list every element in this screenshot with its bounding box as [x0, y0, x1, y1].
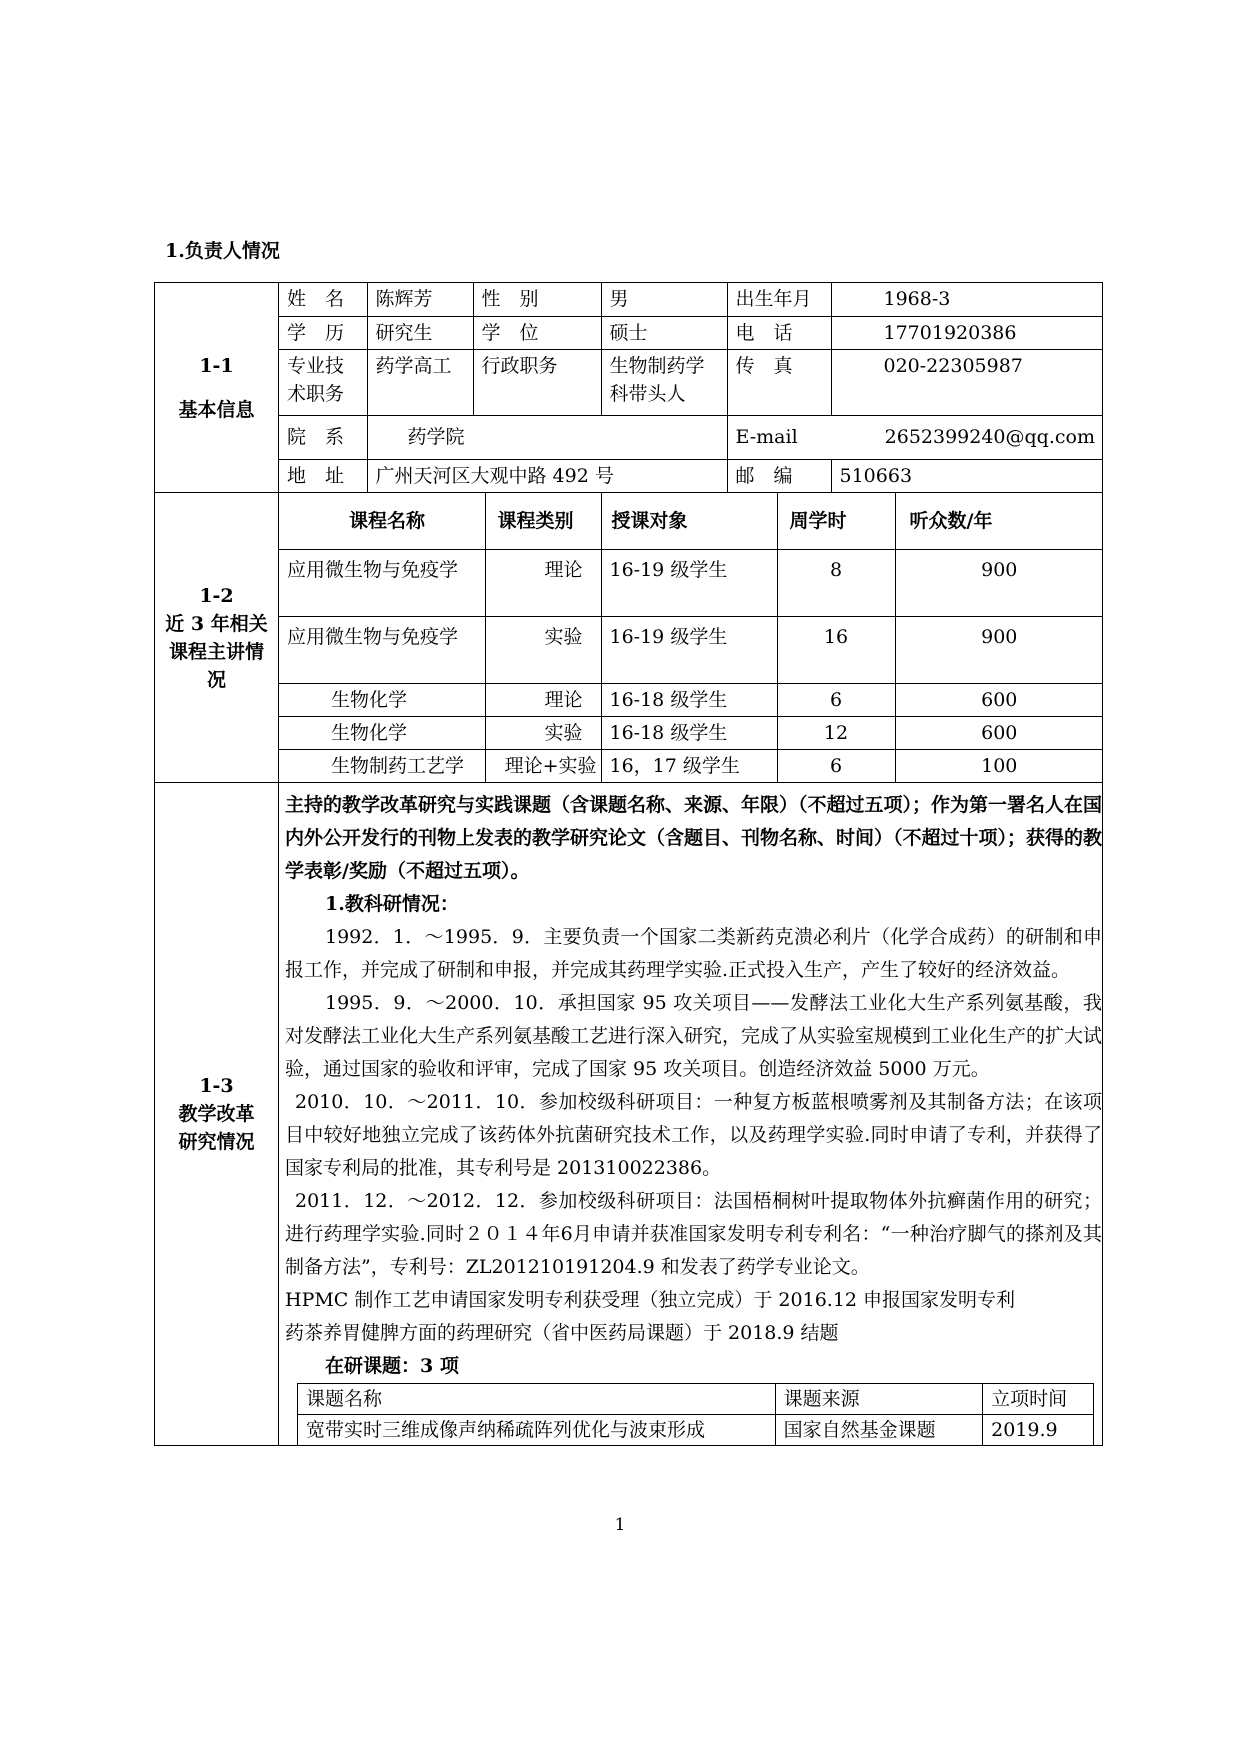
course-hours: 8	[777, 550, 895, 617]
course-name: 生物化学	[279, 717, 485, 750]
research-label	[155, 783, 279, 1446]
course-header-listeners: 听众数/年	[895, 493, 1103, 550]
education-value: 研究生	[367, 316, 473, 349]
research-content	[279, 783, 1103, 1446]
basic-info-block	[155, 283, 1103, 493]
course-hours: 6	[777, 750, 895, 783]
table-row	[298, 1415, 1094, 1446]
zip-value: 510663	[831, 459, 1103, 492]
gender-value: 男	[601, 283, 727, 316]
admin-label: 行政职务	[473, 349, 601, 415]
course-type: 实验	[485, 617, 601, 684]
research-code: 1-3	[199, 1075, 234, 1097]
courses-label	[155, 493, 279, 783]
department-value: 药学院	[367, 415, 727, 459]
email-value: 2652399240@qq.com	[884, 426, 1095, 448]
course-name: 应用微生物与免疫学	[279, 550, 485, 617]
course-type: 理论	[485, 550, 601, 617]
degree-label: 学 位	[473, 316, 601, 349]
course-type: 理论+实验	[485, 750, 601, 783]
course-type: 实验	[485, 717, 601, 750]
course-name: 生物制药工艺学	[279, 750, 485, 783]
research-intro: 主持的教学改革研究与实践课题（含课题名称、来源、年限）（不超过五项）；作为第一署名人在国内外公开发行的刊物上发表的教学研究论文（含题目、刊物名称、时间）（不超过十项）；获得的教学表彰/奖励（不超过五项）。	[285, 794, 1103, 882]
email-label: E-mail	[735, 426, 798, 448]
table-row	[279, 684, 1103, 717]
table-row	[279, 717, 1103, 750]
research-block	[155, 783, 1103, 1446]
project-header-source: 课题来源	[775, 1384, 983, 1415]
basic-info-label	[155, 283, 279, 493]
table-row	[279, 550, 1103, 617]
course-listeners: 100	[895, 750, 1103, 783]
table-row	[279, 750, 1103, 783]
course-header-hours: 周学时	[777, 493, 895, 550]
ongoing-projects-table	[297, 1383, 1094, 1445]
research-paragraph: 1992．1．～1995．9．主要负责一个国家二类新药克溃必利片（化学合成药）的研制和申报工作，并完成了研制和申报，并完成其药理学实验.正式投入生产，产生了较好的经济效益。	[285, 926, 1102, 981]
course-name: 生物化学	[279, 684, 485, 717]
project-source: 国家自然基金课题	[775, 1415, 983, 1446]
course-hours: 12	[777, 717, 895, 750]
title-value: 药学高工	[367, 349, 473, 415]
project-header-date: 立项时间	[983, 1384, 1094, 1415]
project-date: 2019.9	[983, 1415, 1094, 1446]
section-title: 1.负责人情况	[165, 240, 280, 262]
course-header-name: 课程名称	[279, 493, 485, 550]
birth-label: 出生年月	[727, 283, 831, 316]
research-paragraph: 药茶养胃健脾方面的药理研究（省中医药局课题）于 2018.9 结题	[285, 1322, 839, 1344]
research-paragraph: HPMC 制作工艺申请国家发明专利获受理（独立完成）于 2016.12 申报国家发明专利	[285, 1289, 1016, 1311]
courses-block	[155, 493, 1103, 783]
page-number: 1	[614, 1515, 626, 1535]
name-label: 姓 名	[279, 283, 367, 316]
zip-label: 邮 编	[727, 459, 831, 492]
course-listeners: 600	[895, 717, 1103, 750]
course-header-type: 课程类别	[485, 493, 601, 550]
birth-value: 1968-3	[831, 283, 1103, 316]
degree-value: 硕士	[601, 316, 727, 349]
project-header-name: 课题名称	[298, 1384, 776, 1415]
info-form-table	[154, 282, 1103, 1446]
ongoing-projects-heading: 在研课题：3 项	[325, 1355, 459, 1377]
course-header-audience: 授课对象	[601, 493, 777, 550]
research-paragraph: 1995．9．～2000．10．承担国家 95 攻关项目——发酵法工业化大生产系列氨基酸，我对发酵法工业化大生产系列氨基酸工艺进行深入研究，完成了从实验室规模到工业化生产的扩大试验，通过国家的验收和评审，完成了国家 95 攻关项目。创造经济效益 5000 万元。	[285, 992, 1103, 1080]
name-value: 陈辉芳	[367, 283, 473, 316]
admin-value: 生物制药学科带头人	[601, 349, 727, 415]
education-label: 学 历	[279, 316, 367, 349]
course-listeners: 600	[895, 684, 1103, 717]
research-paragraph: 2011．12．～2012．12．参加校级科研项目：法国梧桐树叶提取物体外抗癣菌作用的研究；进行药理学实验.同时２０１４年6月申请并获准国家发明专利专利名：“一种治疗脚气的搽剂及其制备方法”，专利号：ZL201210191204.9 和发表了药学专业论文。	[285, 1190, 1102, 1278]
phone-value: 17701920386	[831, 316, 1103, 349]
course-type: 理论	[485, 684, 601, 717]
basic-info-code: 1-1	[199, 354, 234, 377]
course-name: 应用微生物与免疫学	[279, 617, 485, 684]
fax-value: 020-22305987	[831, 349, 1103, 415]
department-label: 院 系	[279, 415, 367, 459]
phone-label: 电 话	[727, 316, 831, 349]
course-listeners: 900	[895, 617, 1103, 684]
research-title: 教学改革研究情况	[178, 1103, 255, 1153]
address-value: 广州天河区大观中路 492 号	[367, 459, 727, 492]
table-row	[279, 617, 1103, 684]
course-audience: 16-18 级学生	[601, 717, 777, 750]
course-hours: 16	[777, 617, 895, 684]
courses-code: 1-2	[199, 584, 234, 607]
basic-info-table	[279, 283, 1103, 492]
fax-label: 传 真	[727, 349, 831, 415]
project-name: 宽带实时三维成像声纳稀疏阵列优化与波束形成	[298, 1415, 776, 1446]
course-audience: 16-18 级学生	[601, 684, 777, 717]
course-audience: 16-19 级学生	[601, 550, 777, 617]
course-audience: 16，17 级学生	[601, 750, 777, 783]
basic-info-title: 基本信息	[178, 398, 255, 421]
course-listeners: 900	[895, 550, 1103, 617]
gender-label: 性 别	[473, 283, 601, 316]
address-label: 地 址	[279, 459, 367, 492]
title-label: 专业技术职务	[279, 349, 367, 415]
courses-title: 近 3 年相关课程主讲情况	[165, 612, 268, 691]
course-hours: 6	[777, 684, 895, 717]
courses-table	[279, 493, 1103, 782]
course-audience: 16-19 级学生	[601, 617, 777, 684]
research-heading: 1.教科研情况：	[325, 893, 459, 915]
research-paragraph: 2010．10．～2011．10．参加校级科研项目：一种复方板蓝根喷雾剂及其制备方法；在该项目中较好地独立完成了该药体外抗菌研究技术工作，以及药理学实验.同时申请了专利，并获得了国家专利局的批准，其专利号是 201310022386。	[285, 1091, 1102, 1179]
